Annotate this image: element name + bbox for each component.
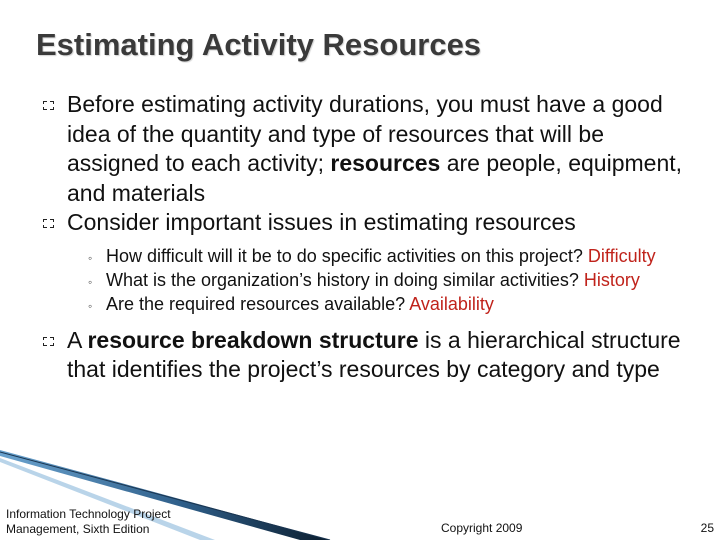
- bullet-item: [42, 326, 692, 385]
- hollow-circle-bullet-icon: ◦: [88, 274, 93, 289]
- footer-page-number: 25: [700, 521, 714, 535]
- footer-copyright: Copyright 2009: [441, 521, 523, 535]
- sub-bullet-answer: Difficulty: [587, 245, 656, 266]
- footer-book-title: Information Technology Project Management, Sixth Edition: [6, 507, 171, 536]
- bullet-text: A: [67, 326, 88, 353]
- quad-arrow-bullet-icon: [42, 336, 55, 347]
- quad-arrow-bullet-icon: [42, 218, 55, 229]
- hollow-circle-bullet-icon: ◦: [88, 250, 93, 265]
- sub-bullet-question: Are the required resources available?: [106, 293, 410, 314]
- sub-bullet-item: [88, 292, 692, 316]
- bullet-bold-term: resources: [330, 150, 441, 176]
- hollow-circle-bullet-icon: ◦: [88, 298, 93, 313]
- bullet-item: [42, 90, 692, 208]
- sub-bullet-answer: Availability: [409, 293, 494, 314]
- sub-bullet-question: How difficult will it be to do specific activities on this project?: [106, 245, 588, 266]
- bullet-bold-term: resource breakdown structure: [87, 326, 419, 353]
- sub-bullet-item: [88, 268, 692, 292]
- sub-bullet-question: What is the organization’s history in doing similar activities?: [106, 269, 584, 290]
- sub-bullet-answer: History: [583, 269, 640, 290]
- sub-bullet-list: [42, 244, 692, 316]
- slide-title: Estimating Activity Resources: [36, 27, 482, 62]
- bullet-text: are people, equipment, and materials: [67, 150, 683, 206]
- quad-arrow-bullet-icon: [42, 100, 55, 111]
- bullet-text: is a hierarchical structure that identifies the project’s resources by category and type: [67, 326, 681, 382]
- bullet-text: Before estimating activity durations, you must have a good idea of the quantity and type of resources that will be assigned to each activity;: [67, 91, 663, 176]
- sub-bullet-item: [88, 244, 692, 268]
- slide-body: [42, 90, 692, 385]
- bullet-text: Consider important issues in estimating resources: [67, 209, 576, 235]
- bullet-item: [42, 208, 692, 238]
